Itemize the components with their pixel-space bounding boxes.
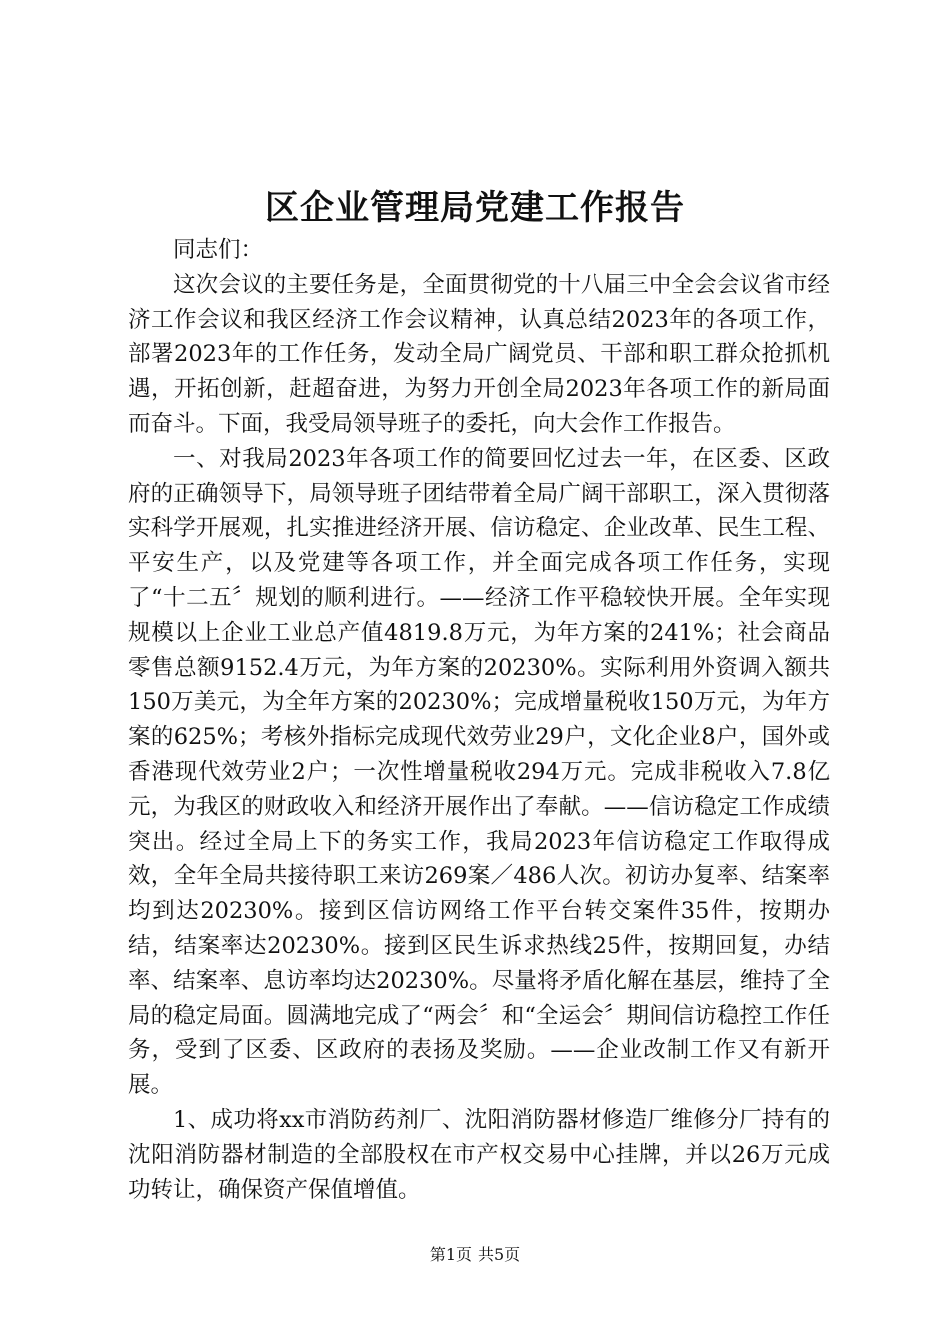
salutation-paragraph: 同志们： [173,237,264,263]
review-paragraph: 一、对我局2023年各项工作的简要回忆过去一年，在区委、区政府的正确领导下，局领导班子团结带着全局广阔干部职工，深入贯彻落实科学开展观，扎实推进经济开展、信访稳定、企业改革、民生工程、平安生产，以及党建等各项工作，并全面完成各项工作任务，实现了“十二五〞规划的顺利进行。——经济工作平稳较快开展。全年实现规模以上企业工业总产值4819.8万元，为年方案的241%；社会商品零售总额9152.4万元，为年方案的20230%。实际利用外资调入额共150万美元，为全年方案的20230%；完成增量税收150万元，为年方案的625%；考核外指标完成现代效劳业29户，文化企业8户，国外或香港现代效劳业2户；一次性增量税收294万元。完成非税收入7.8亿元，为我区的财政收入和经济开展作出了奉献。——信访稳定工作成绩突出。经过全局上下的务实工作，我局2023年信访稳定工作取得成效，全年全局共接待职工来访269案／486人次。初访办复率、结案率均到达20230%。接到区信访网络工作平台转交案件35件，按期办结，结案率达20230%。接到区民生诉求热线25件，按期回复，办结率、结案率、息访率均达20230%。尽量将矛盾化解在基层，维持了全局的稳定局面。圆满地完成了“两会〞和“全运会〞期间信访稳控工作任务，受到了区委、区政府的表扬及奖励。——企业改制工作又有新开展。 [128,445,830,1099]
intro-paragraph: 这次会议的主要任务是，全面贯彻党的十八届三中全会会议省市经济工作会议和我区经济工作会议精神，认真总结2023年的各项工作，部署2023年的工作任务，发动全局广阔党员、干部和职工群众抢抓机遇，开拓创新，赶超奋进，为努力开创全局2023年各项工作的新局面而奋斗。下面，我受局领导班子的委托，向大会作工作报告。 [128,271,830,437]
document-title: 区企业管理局党建工作报告 [265,188,685,228]
document-body [128,233,830,1207]
page-total: 共5页 [478,1245,521,1264]
item-1-paragraph: 1、成功将xx市消防药剂厂、沈阳消防器材修造厂维修分厂持有的沈阳消防器材制造的全部股权在市产权交易中心挂牌，并以26万元成功转让，确保资产保值增值。 [128,1106,830,1203]
page-footer [0,1243,950,1267]
page-number: 第1页 [429,1245,472,1264]
